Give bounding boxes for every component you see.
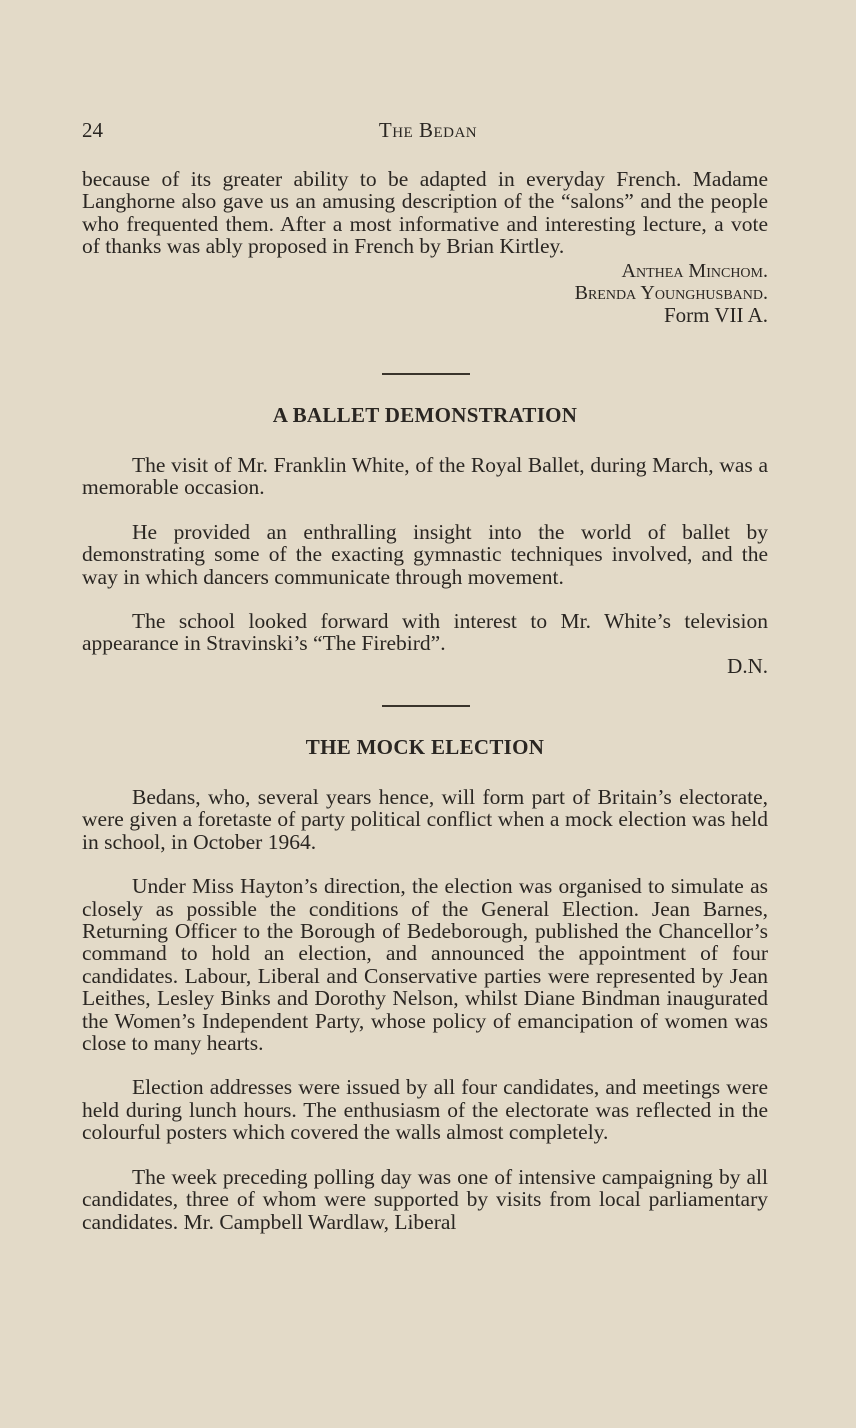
running-title: The Bedan xyxy=(378,118,478,142)
paragraph: He provided an enthralling insight into the world of ballet by demonstrating some of the exacting gymnastic techniques involved, and the way in which dancers communicate through movement. xyxy=(82,519,768,589)
signature-line: Brenda Younghusband. xyxy=(574,282,768,305)
lecture-report-continuation xyxy=(82,168,768,327)
form-label: Form VII A. xyxy=(663,303,768,328)
section-heading: THE MOCK ELECTION xyxy=(305,735,545,759)
paragraph: The visit of Mr. Franklin White, of the Royal Ballet, during March, was a memorable occasion. xyxy=(82,453,768,500)
paragraph: Bedans, who, several years hence, will form part of Britain’s electorate, were given a foretaste of party political conflict when a mock election was held in school, in October 1964. xyxy=(82,785,768,854)
paragraph: Under Miss Hayton’s direction, the election was organised to simulate as closely as possible the conditions of the General Election. Jean Barnes, Returning Officer to the Borough of Bedeborough, published the Chancellor’s command to hold an election, and announced the appointment of four candidates. Labour, Liberal and Conservative parties were represented by Jean Leithes, Lesley Binks and Dorothy Nelson, whilst Diane Bindman inaugurated the Women’s Independent Party, whose policy of emancipation of women was close to many hearts. xyxy=(82,874,768,1056)
paragraph: Election addresses were issued by all four candidates, and meetings were held during lunch hours. The enthusiasm of the electorate was reflected in the colourful posters which covered the walls almost completely. xyxy=(82,1075,768,1145)
section-divider xyxy=(382,373,470,375)
election-article xyxy=(82,786,768,1233)
signature-line: Anthea Minchom. xyxy=(621,259,768,282)
section-divider xyxy=(382,705,470,707)
paragraph: because of its greater ability to be adapted in everyday French. Madame Langhorne also gave us an amusing description of the “salons” and the people who frequented them. After a most informative and interesting lecture, a vote of thanks was ably proposed in French by Brian Kirtley. xyxy=(82,167,768,259)
section-heading: A BALLET DEMONSTRATION xyxy=(272,403,578,427)
author-initials: D.N. xyxy=(727,653,768,678)
ballet-article xyxy=(82,454,768,677)
page-number: 24 xyxy=(82,118,103,142)
paragraph: The week preceding polling day was one of intensive campaigning by all candidates, three of whom were supported by visits from local parliamentary candidates. Mr. Campbell Wardlaw, Liberal xyxy=(82,1164,768,1234)
paragraph: The school looked forward with interest to Mr. White’s television appearance in Stravinski’s “The Firebird”. xyxy=(82,609,768,656)
